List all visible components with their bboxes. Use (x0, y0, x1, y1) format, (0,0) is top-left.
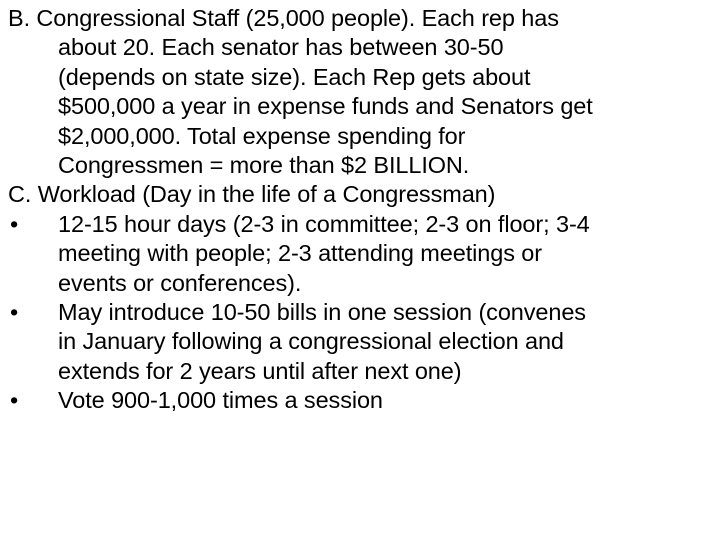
section-b-line: Congressmen = more than $2 BILLION. (58, 151, 470, 178)
section-c (8, 180, 714, 415)
section-b-line: B. Congressional Staff (25,000 people). Each rep has (8, 5, 559, 31)
bullet-text: events or conferences). (58, 269, 302, 296)
section-c-heading: C. Workload (Day in the life of a Congressman) (8, 181, 496, 208)
section-b-line: $500,000 a year in expense funds and Senators get (58, 93, 593, 120)
section-b-line: $2,000,000. Total expense spending for (58, 122, 466, 149)
bullet-text: meeting with people; 2-3 attending meetings or (58, 240, 542, 267)
bullet-icon: • (10, 387, 19, 414)
bullet-line (8, 210, 714, 239)
section-b-line: (depends on state size). Each Rep gets about (58, 63, 531, 90)
bullet-line (8, 386, 714, 415)
bullet-text: extends for 2 years until after next one) (58, 357, 462, 384)
slide-text (8, 4, 714, 415)
bullet-line (8, 298, 714, 327)
bullet-icon: • (10, 298, 19, 325)
bullet-text: 12-15 hour days (2-3 in committee; 2-3 on floor; 3-4 (58, 210, 590, 237)
bullet-item (8, 210, 714, 298)
bullet-text: May introduce 10-50 bills in one session (convenes (58, 298, 586, 325)
section-b-line: about 20. Each senator has between 30-50 (58, 34, 504, 61)
bullet-text: Vote 900-1,000 times a session (58, 387, 383, 414)
bullet-icon: • (10, 210, 19, 237)
section-b (8, 4, 714, 180)
bullet-text: in January following a congressional election and (58, 328, 564, 355)
bullet-item (8, 298, 714, 386)
bullet-item (8, 386, 714, 415)
